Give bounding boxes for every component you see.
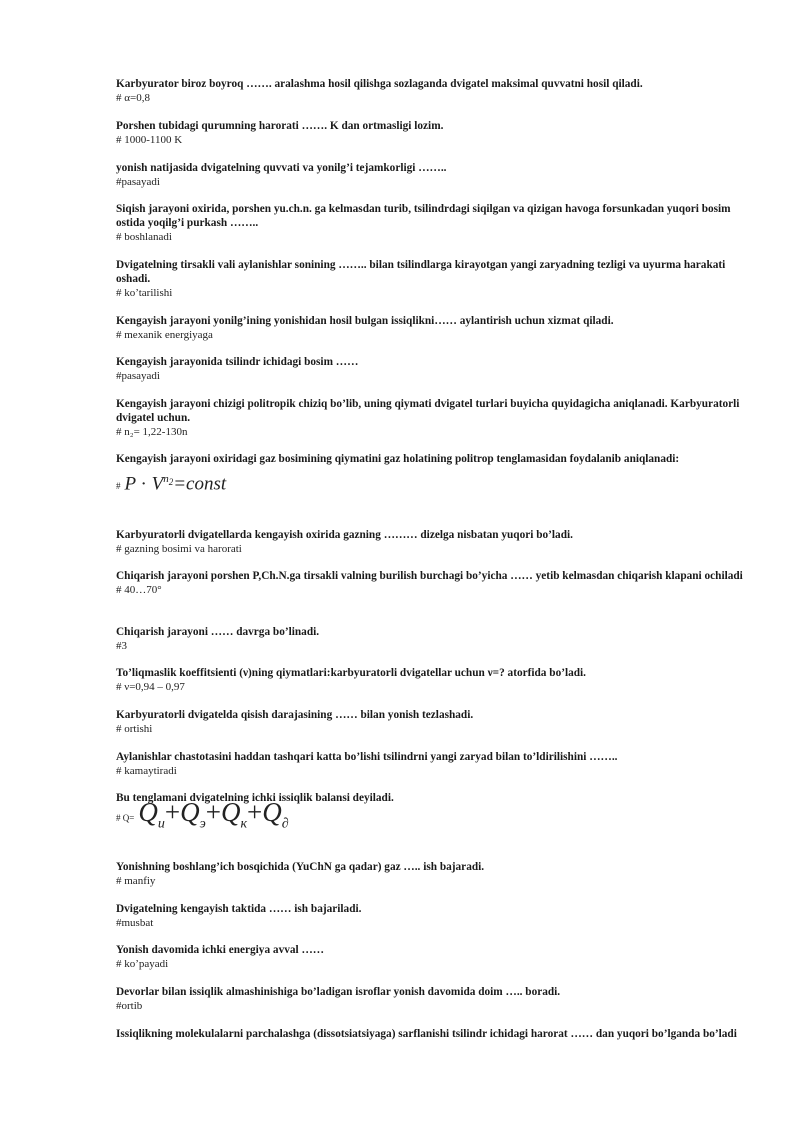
qa-item bbox=[116, 985, 746, 1013]
question-text: Devorlar bilan issiqlik almashinishiga bo’ladigan isroflar yonish davomida doim ….. boradi. bbox=[116, 986, 561, 998]
answer-text: #musbat bbox=[116, 917, 154, 929]
question-text: Bu tenglamani dvigatelning ichki issiqlik balansi deyiladi. bbox=[116, 792, 394, 804]
question-text: Karbyuratorli dvigatelda qisish darajasining …… bilan yonish tezlashadi. bbox=[116, 709, 474, 721]
answer-text: #ortib bbox=[116, 1000, 143, 1012]
qa-item bbox=[116, 860, 746, 888]
qa-item bbox=[116, 119, 746, 147]
answer-text: # gazning bosimi va harorati bbox=[116, 543, 242, 555]
question-text: Yonish davomida ichki energiya avval …… bbox=[116, 944, 325, 956]
question-text: Aylanishlar chastotasini haddan tashqari katta bo’lishi tsilindrni yangi zaryad bilan to’ldirilishini …….. bbox=[116, 751, 618, 763]
answer-text: # 1000-1100 K bbox=[116, 134, 183, 146]
question-text: Kengayish jarayoni yonilg’ining yonishidan hosil bulgan issiqlikni…… aylantirish uchun xizmat qiladi. bbox=[116, 315, 614, 327]
qa-item bbox=[116, 750, 746, 778]
question-text: Chiqarish jarayoni …… davrga bo’linadi. bbox=[116, 626, 320, 638]
answer-text: # ko’tarilishi bbox=[116, 287, 173, 299]
question-text: Siqish jarayoni oxirida, porshen yu.ch.n. ga kelmasdan turib, tsilindrdagi siqilgan va qizigan havoga forsunkadan yuqori bosim ostida yoqilg’i purkash …….. bbox=[116, 203, 731, 229]
qa-item bbox=[116, 708, 746, 736]
qa-item bbox=[116, 258, 746, 300]
question-text: yonish natijasida dvigatelning quvvati va yonilg’i tejamkorligi …….. bbox=[116, 162, 447, 174]
qa-item bbox=[116, 314, 746, 342]
qa-item bbox=[116, 355, 746, 383]
answer-text: # ko’payadi bbox=[116, 958, 169, 970]
question-text: Kengayish jarayoni oxiridagi gaz bosimining qiymatini gaz holatining politrop tenglamasidan foydalanib aniqlanadi: bbox=[116, 453, 680, 465]
question-text: Karbyurator biroz boyroq ……. aralashma hosil qilishga sozlaganda dvigatel maksimal quvvatni hosil qiladi. bbox=[116, 78, 643, 90]
heat-balance-formula: # $Q= Q_и+Q_э+Q_к+Q_\partial$ bbox=[116, 797, 289, 832]
answer-text: #pasayadi bbox=[116, 370, 160, 382]
qa-item bbox=[116, 902, 746, 930]
answer-text: # α=0,8 bbox=[116, 92, 150, 104]
question-text: Dvigatelning kengayish taktida …… ish bajariladi. bbox=[116, 903, 362, 915]
qa-item bbox=[116, 202, 746, 244]
qa-item bbox=[116, 397, 746, 439]
answer-text: # boshlanadi bbox=[116, 231, 172, 243]
question-text: Kengayish jarayonida tsilindr ichidagi bosim …… bbox=[116, 356, 359, 368]
answer-text: # mexanik energiyaga bbox=[116, 329, 213, 341]
answer-text: #pasayadi bbox=[116, 176, 160, 188]
question-text: Porshen tubidagi qurumning harorati ……. K dan ortmasligi lozim. bbox=[116, 120, 444, 132]
answer-text: #3 bbox=[116, 640, 127, 652]
question-text: Dvigatelning tirsakli vali aylanishlar sonining …….. bilan tsilindlarga kirayotgan yangi zaryadning tezligi va uyurma harakati oshadi. bbox=[116, 259, 726, 285]
qa-item bbox=[116, 161, 746, 189]
qa-item bbox=[116, 1027, 746, 1041]
answer-text: # ν=0,94 – 0,97 bbox=[116, 681, 185, 693]
answer-text: # kamaytiradi bbox=[116, 765, 177, 777]
qa-item bbox=[116, 666, 746, 694]
qa-item bbox=[116, 452, 746, 493]
qa-item bbox=[116, 625, 746, 653]
question-text: To’liqmaslik koeffitsienti (ν)ning qiymatlari:karbyuratorli dvigatellar uchun ν=? atorfida bo’ladi. bbox=[116, 667, 587, 679]
qa-item bbox=[116, 77, 746, 105]
answer-text: # manfiy bbox=[116, 875, 156, 887]
qa-item bbox=[116, 569, 746, 597]
answer-text: # 40…70° bbox=[116, 584, 162, 596]
polytropic-formula: # $P \cdot V^{n_2}=const$ bbox=[116, 473, 227, 495]
answer-text: # ortishi bbox=[116, 723, 153, 735]
question-text: Chiqarish jarayoni porshen P,Ch.N.ga tirsakli valning burilish burchagi bo’yicha …… yetib kelmasdan chiqarish klapani ochiladi bbox=[116, 570, 743, 582]
qa-item bbox=[116, 943, 746, 971]
answer-text: # n₂= 1,22-130n bbox=[116, 426, 188, 438]
question-text: Karbyuratorli dvigatellarda kengayish oxirida gazning ……… dizelga nisbatan yuqori bo’ladi. bbox=[116, 529, 573, 541]
question-text: Issiqlikning molekulalarni parchalashga (dissotsiatsiyaga) sarflanishi tsilindr ichidagi harorat …… dan yuqori bo’lganda bo’ladi bbox=[116, 1028, 737, 1040]
qa-item bbox=[116, 528, 746, 556]
question-text: Yonishning boshlang’ich bosqichida (YuChN ga qadar) gaz ….. ish bajaradi. bbox=[116, 861, 485, 873]
question-text: Kengayish jarayoni chizigi politropik chiziq bo’lib, uning qiymati dvigatel turlari buyicha quyidagicha aniqlanadi. Karbyuratorli dvigatel uchun. bbox=[116, 398, 740, 424]
qa-item bbox=[116, 791, 746, 831]
